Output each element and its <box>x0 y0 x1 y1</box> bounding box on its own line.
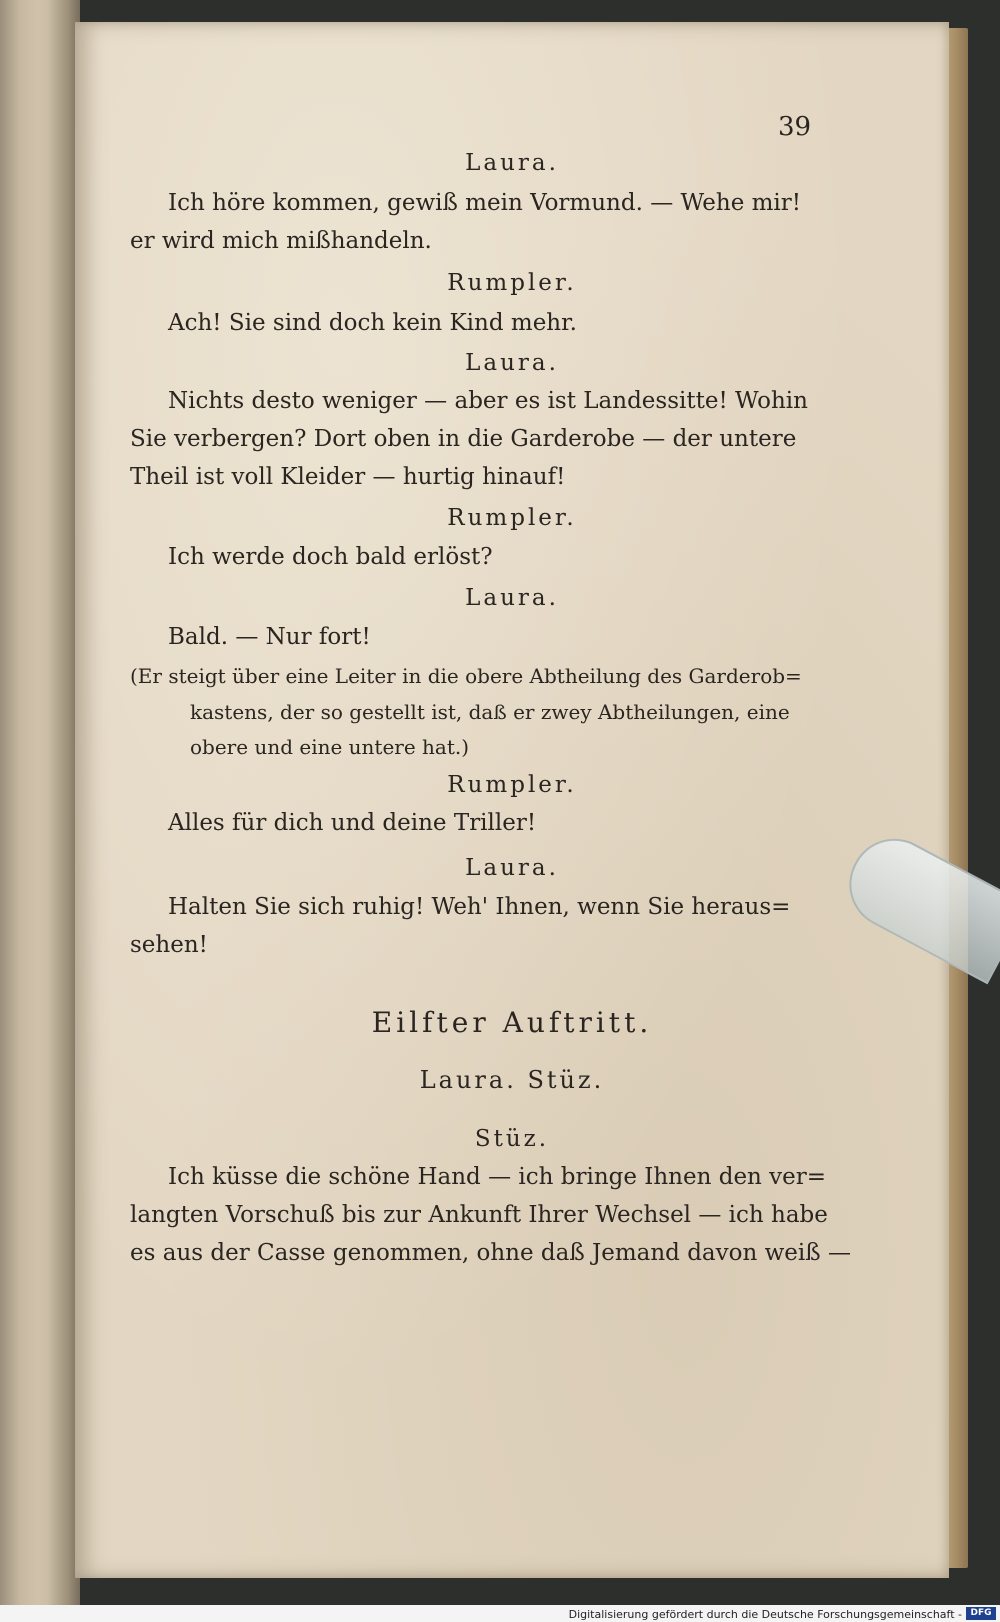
speaker-name: Laura. <box>465 855 559 881</box>
dialogue-line: Ich werde doch bald erlöst? <box>168 544 493 570</box>
page-number: 39 <box>778 112 812 142</box>
dialogue-line: langten Vorschuß bis zur Ankunft Ihrer Wechsel — ich habe <box>130 1202 828 1228</box>
left-page-gutter <box>38 0 80 1605</box>
dialogue-line: er wird mich mißhandeln. <box>130 228 432 254</box>
dialogue-line: sehen! <box>130 932 208 958</box>
dialogue-line: Theil ist voll Kleider — hurtig hinauf! <box>130 464 566 490</box>
speaker-name: Rumpler. <box>447 270 577 296</box>
dialogue-line: Alles für dich und deine Triller! <box>168 810 537 836</box>
dialogue-line: es aus der Casse genommen, ohne daß Jemand davon weiß — <box>130 1240 851 1266</box>
footer-bar <box>0 1605 1000 1622</box>
stage-direction: kastens, der so gestellt ist, daß er zwey Abtheilungen, eine <box>190 700 790 724</box>
speaker-name: Rumpler. <box>447 772 577 798</box>
dialogue-line: Sie verbergen? Dort oben in die Garderobe — der untere <box>130 426 797 452</box>
speaker-name: Rumpler. <box>447 505 577 531</box>
book-page <box>75 22 949 1578</box>
funding-notice: Digitalisierung gefördert durch die Deutsche Forschungsgemeinschaft - <box>568 1608 962 1621</box>
dfg-logo: DFG <box>966 1607 996 1620</box>
speaker-name: Laura. <box>465 150 559 176</box>
dialogue-line: Nichts desto weniger — aber es ist Landessitte! Wohin <box>168 388 808 414</box>
stage-direction: obere und eine untere hat.) <box>190 735 470 759</box>
dialogue-line: Ach! Sie sind doch kein Kind mehr. <box>168 310 577 336</box>
dialogue-line: Ich küsse die schöne Hand — ich bringe Ihnen den ver= <box>168 1164 827 1190</box>
stage-direction: (Er steigt über eine Leiter in die obere Abtheilung des Garderob= <box>130 664 802 688</box>
scene-heading: Eilfter Auftritt. <box>371 1006 653 1039</box>
speaker-name: Laura. <box>465 585 559 611</box>
speaker-name: Laura. <box>465 350 559 376</box>
dialogue-line: Ich höre kommen, gewiß mein Vormund. — Wehe mir! <box>168 190 802 216</box>
dialogue-line: Bald. — Nur fort! <box>168 624 371 650</box>
dialogue-line: Halten Sie sich ruhig! Weh' Ihnen, wenn Sie heraus= <box>168 894 791 920</box>
speaker-name: Stüz. <box>474 1126 550 1152</box>
scene-characters: Laura. Stüz. <box>419 1066 605 1094</box>
